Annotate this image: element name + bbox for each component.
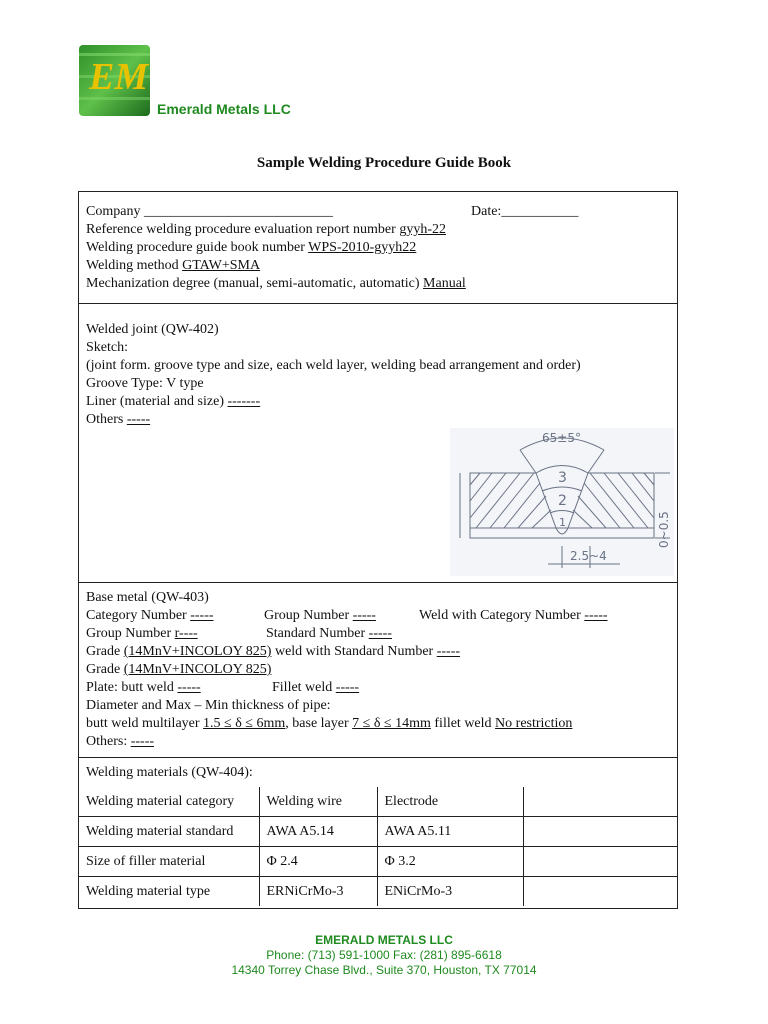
table-cell: [523, 817, 677, 847]
table-cell: Welding material standard: [79, 817, 259, 847]
fillet-weld-line: Fillet weld -----: [272, 680, 360, 695]
table-cell: [523, 847, 677, 877]
company-logo: [79, 45, 150, 116]
table-cell: Welding material type: [79, 877, 259, 907]
table-cell: ERNiCrMo-3: [259, 877, 377, 907]
sketch-root-label: 2.5~4: [570, 549, 607, 563]
company-name: Emerald Metals LLC: [157, 101, 291, 117]
table-cell: AWA A5.14: [259, 817, 377, 847]
page-title: Sample Welding Procedure Guide Book: [256, 155, 512, 171]
joint-description: (joint form. groove type and size, each weld layer, welding bead arrangement and order): [86, 358, 581, 373]
category-number-line: Category Number -----: [86, 608, 214, 623]
sketch-angle-label: 65±5°: [542, 431, 581, 445]
procedure-form: [78, 191, 678, 909]
table-cell: Electrode: [377, 787, 523, 817]
table-cell: Φ 3.2: [377, 847, 523, 877]
table-cell: ENiCrMo-3: [377, 877, 523, 907]
grade-line: Grade (14MnV+INCOLOY 825) weld with Standard Number -----: [86, 644, 461, 659]
liner-line: Liner (material and size) -------: [86, 394, 261, 409]
general-info-section: [79, 192, 677, 304]
logo-letter-e: EM: [89, 56, 149, 98]
table-cell: AWA A5.11: [377, 817, 523, 847]
guide-book-line: Welding procedure guide book number WPS-2010-gyyh22: [86, 240, 417, 255]
base-metal-heading: Base metal (QW-403): [86, 590, 209, 605]
welding-materials-section: [79, 758, 677, 788]
plate-butt-weld-line: Plate: butt weld -----: [86, 680, 201, 695]
base-metal-section: [79, 583, 677, 758]
reference-report-line: Reference welding procedure evaluation report number gyyh-22: [86, 222, 446, 237]
sketch-layer-2: 2: [558, 493, 567, 509]
liner-value: -------: [227, 394, 261, 409]
table-row: [79, 877, 677, 907]
table-row: [79, 847, 677, 877]
standard-number-line: Standard Number -----: [266, 626, 392, 641]
grade-2-line: Grade (14MnV+INCOLOY 825): [86, 662, 272, 677]
footer-phone: Phone: (713) 591-1000 Fax: (281) 895-6618: [266, 948, 502, 962]
others-value: -----: [126, 412, 151, 427]
weld-category-line: Weld with Category Number -----: [419, 608, 608, 623]
welding-method-value: GTAW+SMA: [182, 258, 261, 273]
date-field[interactable]: Date:___________: [471, 204, 579, 219]
sketch-label: Sketch:: [86, 340, 128, 355]
guide-book-value: WPS-2010-gyyh22: [308, 240, 417, 255]
footer-company: EMERALD METALS LLC: [315, 933, 453, 947]
table-cell: Φ 2.4: [259, 847, 377, 877]
table-cell: Welding wire: [259, 787, 377, 817]
table-row: [79, 817, 677, 847]
welded-joint-section: [79, 304, 677, 583]
groove-type: Groove Type: V type: [86, 376, 204, 391]
sketch-layer-3: 3: [558, 470, 567, 486]
reference-report-value: gyyh-22: [399, 222, 446, 237]
mechanization-line: Mechanization degree (manual, semi-automatic, automatic) Manual: [86, 276, 466, 291]
group-number-2-line: Group Number r----: [86, 626, 198, 641]
company-field[interactable]: Company ___________________________: [86, 204, 333, 219]
welding-materials-heading: Welding materials (QW-404):: [86, 765, 253, 780]
base-others-line: Others: -----: [86, 734, 155, 749]
diameter-heading: Diameter and Max – Min thickness of pipe:: [86, 698, 331, 713]
sketch-gap-label: 0~0.5: [657, 511, 671, 548]
mechanization-value: Manual: [423, 276, 466, 291]
table-cell: [523, 877, 677, 907]
footer-address: 14340 Torrey Chase Blvd., Suite 370, Houston, TX 77014: [231, 963, 537, 977]
welding-materials-table: [79, 787, 677, 906]
thickness-line: butt weld multilayer 1.5 ≤ δ ≤ 6mm, base layer 7 ≤ δ ≤ 14mm fillet weld No restriction: [86, 716, 573, 731]
table-cell: [523, 787, 677, 817]
welding-method-line: Welding method GTAW+SMA: [86, 258, 261, 273]
table-row: [79, 787, 677, 817]
welded-joint-heading: Welded joint (QW-402): [86, 322, 219, 337]
sketch-layer-1: 1: [559, 516, 566, 529]
weld-joint-sketch: [450, 428, 674, 576]
others-line: Others -----: [86, 412, 151, 427]
table-cell: Welding material category: [79, 787, 259, 817]
table-cell: Size of filler material: [79, 847, 259, 877]
group-number-line: Group Number -----: [264, 608, 376, 623]
